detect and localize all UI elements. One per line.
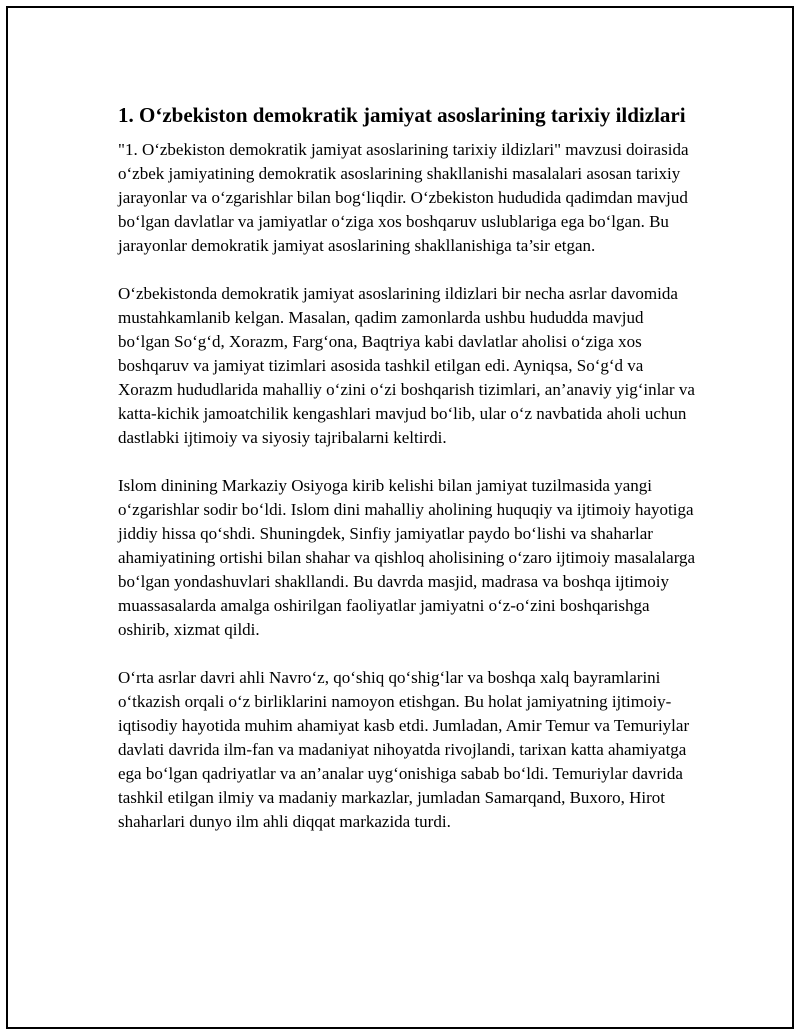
document-body <box>118 102 698 858</box>
paragraph-medieval-period: O‘rta asrlar davri ahli Navro‘z, qo‘shiq qo‘shig‘lar va boshqa xalq bayramlarini o‘tkazish orqali o‘z birliklarini namoyon etishgan. Bu holat jamiyatning ijtimoiy-iqtisodiy hayotida muhim ahamiyat kasb etdi. Jumladan, Amir Temur va Temuriylar davlati davrida ilm-fan va madaniyat nihoyatda rivojlandi, tarixan katta ahamiyatga ega bo‘lgan qadriyatlar va an’analar uyg‘onishiga sabab bo‘ldi. Temuriylar davrida tashkil etilgan ilmiy va madaniy markazlar, jumladan Samarqand, Buxoro, Hirot shaharlari dunyo ilm ahli diqqat markazida turdi. <box>118 668 690 831</box>
paragraph-intro: "1. O‘zbekiston demokratik jamiyat asoslarining tarixiy ildizlari" mavzusi doirasida o‘zbek jamiyatining demokratik asoslarining shakllanishi masalalari asosan tarixiy jarayonlar va o‘zgarishlar bilan bog‘liqdir. O‘zbekiston hududida qadimdan mavjud bo‘lgan davlatlar va jamiyatlar o‘ziga xos boshqaruv uslublariga ega bo‘lgan. Bu jarayonlar demokratik jamiyat asoslarining shakllanishiga ta’sir etgan. <box>118 140 689 255</box>
page-frame <box>6 6 794 1029</box>
document-title: 1. O‘zbekiston demokratik jamiyat asoslarining tarixiy ildizlari <box>118 103 686 127</box>
paragraph-islam-period: Islom dinining Markaziy Osiyoga kirib kelishi bilan jamiyat tuzilmasida yangi o‘zgarishlar sodir bo‘ldi. Islom dini mahalliy aholining huquqiy va ijtimoiy hayotiga jiddiy hissa qo‘shdi. Shuningdek, Sinfiy jamiyatlar paydo bo‘lishi va shaharlar ahamiyatining ortishi bilan shahar va qishloq aholisining o‘zaro ijtimoiy masalalarga bo‘lgan yondashuvlari shakllandi. Bu davrda masjid, madrasa va boshqa ijtimoiy muassasalarda amalga oshirilgan faoliyatlar jamiyatni o‘z-o‘zini boshqarishga oshirib, xizmat qildi. <box>118 476 696 639</box>
paragraph-ancient-roots: O‘zbekistonda demokratik jamiyat asoslarining ildizlari bir necha asrlar davomida mustahkamlanib kelgan. Masalan, qadim zamonlarda ushbu hududda mavjud bo‘lgan So‘g‘d, Xorazm, Farg‘ona, Baqtriya kabi davlatlar aholisi o‘ziga xos boshqaruv va jamiyat tizimlari asosida tashkil etilgan edi. Ayniqsa, So‘g‘d va Xorazm hududlarida mahalliy o‘zini o‘zi boshqarish tizimlari, an’anaviy yig‘inlar va katta-kichik jamoatchilik kengashlari mavjud bo‘lib, ular o‘z navbatida aholi uchun dastlabki ijtimoiy va siyosiy tajribalarni keltirdi. <box>118 284 695 447</box>
